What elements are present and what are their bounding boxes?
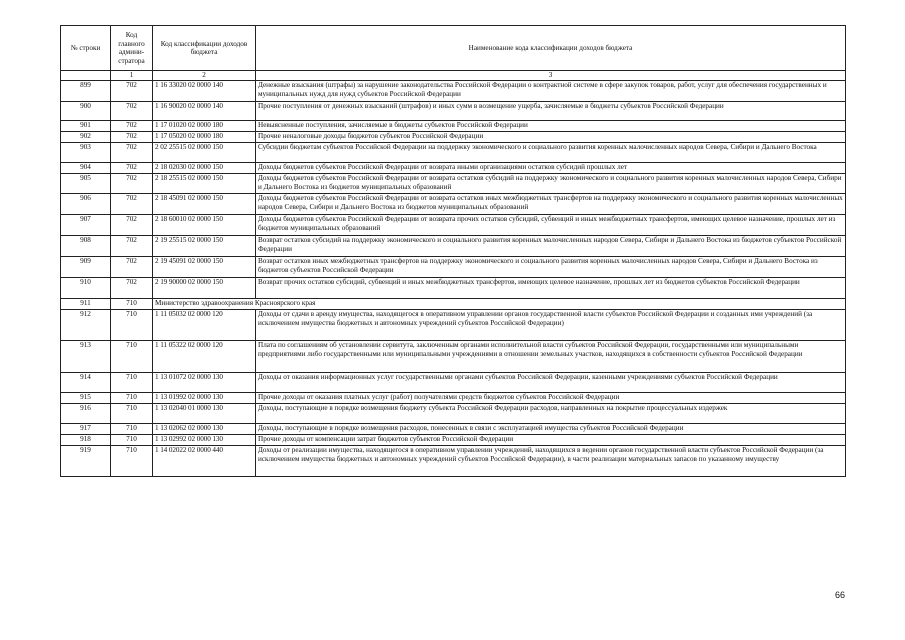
- classification-code-cell: 2 19 45091 02 0000 150: [153, 257, 256, 278]
- classification-code-cell: 1 13 02992 02 0000 130: [153, 435, 256, 446]
- table-row: [61, 310, 846, 341]
- income-name-cell: Возврат остатков иных межбюджетных трансфертов на поддержку экономического и социального развития коренных малочисленных народов Севера, Сибири и Дальнего Востока из бюджетов субъектов Российской Федерации: [256, 257, 846, 278]
- income-name-cell: Денежные взыскания (штрафы) за нарушение законодательства Российской Федерации о контрактной системе в сфере закупок товаров, работ, услуг для обеспечения государственных и муниципальных нужд для нужд субъектов Российской Федерации: [256, 81, 846, 102]
- row-number-cell: 901: [61, 121, 111, 132]
- table-row: [61, 143, 846, 163]
- income-name-cell: Доходы бюджетов субъектов Российской Федерации от возврата остатков иных межбюджетных трансфертов на поддержку экономического и социального развития коренных малочисленных народов Севера, Сибири и Дальнего Востока из бюджетов муниципальных образований: [256, 194, 846, 215]
- header-admin-code: Код главного админи-стратора: [111, 26, 153, 71]
- income-name-cell: Невыясненные поступления, зачисляемые в бюджеты субъектов Российской Федерации: [256, 121, 846, 132]
- table-row: [61, 446, 846, 477]
- income-name-cell: Доходы, поступающие в порядке возмещения расходов, понесенных в связи с эксплуатацией имущества субъектов Российской Федерации: [256, 424, 846, 435]
- admin-code-cell: 702: [111, 132, 153, 143]
- admin-code-cell: 702: [111, 143, 153, 163]
- admin-code-cell: 702: [111, 121, 153, 132]
- table-row: [61, 373, 846, 393]
- income-name-cell: Субсидии бюджетам субъектов Российской Федерации на поддержку экономического и социального развития коренных малочисленных народов Севера, Сибири и Дальнего Востока: [256, 143, 846, 163]
- table-row: [61, 163, 846, 174]
- classification-code-cell: 2 02 25515 02 0000 150: [153, 143, 256, 163]
- classification-code-cell: 2 18 60010 02 0000 150: [153, 215, 256, 236]
- table-row: [61, 121, 846, 132]
- classification-code-cell: 1 13 02062 02 0000 130: [153, 424, 256, 435]
- classification-code-cell: 1 13 01992 02 0000 130: [153, 393, 256, 404]
- row-number-cell: 899: [61, 81, 111, 102]
- table-row: [61, 393, 846, 404]
- admin-code-cell: 710: [111, 299, 153, 310]
- income-name-cell: Доходы от сдачи в аренду имущества, находящегося в оперативном управлении органов государственной власти субъектов Российской Федерации и созданных ими учреждений (за исключением имущества бюджетных и автономных учреждений субъектов Российской Федерации): [256, 310, 846, 341]
- table-row: [61, 424, 846, 435]
- table-row: [61, 215, 846, 236]
- header-row-number: № строки: [61, 26, 111, 71]
- income-name-cell: Доходы от оказания информационных услуг государственными органами субъектов Российской Федерации, казенными учреждениями субъектов Российской Федерации: [256, 373, 846, 393]
- admin-code-cell: 710: [111, 446, 153, 477]
- column-number: 3: [256, 71, 846, 81]
- row-number-cell: 904: [61, 163, 111, 174]
- column-number: 1: [111, 71, 153, 81]
- header-row: [61, 26, 846, 71]
- row-number-cell: 907: [61, 215, 111, 236]
- admin-code-cell: 710: [111, 393, 153, 404]
- income-name-cell: Прочие неналоговые доходы бюджетов субъектов Российской Федерации: [256, 132, 846, 143]
- row-number-cell: 909: [61, 257, 111, 278]
- table-row: [61, 257, 846, 278]
- admin-code-cell: 710: [111, 424, 153, 435]
- admin-code-cell: 702: [111, 163, 153, 174]
- income-name-cell: Доходы, поступающие в порядке возмещения бюджету субъекта Российской Федерации расходов, направленных на покрытие процессуальных издержек: [256, 404, 846, 424]
- table-row: [61, 299, 846, 310]
- row-number-cell: 915: [61, 393, 111, 404]
- classification-code-cell: 1 11 05322 02 0000 120: [153, 341, 256, 373]
- classification-code-cell: 1 14 02022 02 0000 440: [153, 446, 256, 477]
- row-number-cell: 908: [61, 236, 111, 257]
- admin-code-cell: 702: [111, 81, 153, 102]
- table-row: [61, 278, 846, 299]
- income-name-cell: Доходы от реализации имущества, находящегося в оперативном управлении учреждений, находящихся в ведении органов государственной власти субъектов Российской Федерации (за исключением имущества бюджетных и автономных учреждений субъектов Российской Федерации), в части реализации материальных запасов по указанному имуществу: [256, 446, 846, 477]
- admin-code-cell: 702: [111, 174, 153, 194]
- admin-code-cell: 710: [111, 435, 153, 446]
- income-name-cell: Плата по соглашениям об установлении сервитута, заключенным органами исполнительной власти субъектов Российской Федерации, государственными или муниципальными предприятиями либо государственными или муниципальными учреждениями в отношении земельных участков, находящихся в собственности субъектов Российской Федерации: [256, 341, 846, 373]
- page-number: 66: [834, 590, 845, 600]
- admin-code-cell: 710: [111, 373, 153, 393]
- admin-code-cell: 702: [111, 257, 153, 278]
- row-number-cell: 919: [61, 446, 111, 477]
- header-name: Наименование кода классификации доходов бюджета: [256, 26, 846, 71]
- column-number-row: [61, 71, 846, 81]
- classification-code-cell: 1 16 90020 02 0000 140: [153, 102, 256, 121]
- classification-code-cell: 2 19 90000 02 0000 150: [153, 278, 256, 299]
- admin-code-cell: 710: [111, 404, 153, 424]
- table-row: [61, 81, 846, 102]
- row-number-cell: 917: [61, 424, 111, 435]
- table-body: [61, 81, 846, 477]
- table-row: [61, 174, 846, 194]
- table-row: [61, 435, 846, 446]
- income-name-cell: Доходы бюджетов субъектов Российской Федерации от возврата иными организациями остатков субсидий прошлых лет: [256, 163, 846, 174]
- classification-code-cell: 1 16 33020 02 0000 140: [153, 81, 256, 102]
- column-number: 2: [153, 71, 256, 81]
- admin-code-cell: 702: [111, 194, 153, 215]
- classification-code-cell: 1 13 01072 02 0000 130: [153, 373, 256, 393]
- table-row: [61, 236, 846, 257]
- classification-code-cell: 2 18 45091 02 0000 150: [153, 194, 256, 215]
- income-name-cell: Возврат прочих остатков субсидий, субвенций и иных межбюджетных трансфертов, имеющих целевое назначение, прошлых лет из бюджетов субъектов Российской Федерации: [256, 278, 846, 299]
- classification-code-cell: 2 18 02030 02 0000 150: [153, 163, 256, 174]
- table-row: [61, 102, 846, 121]
- row-number-cell: 913: [61, 341, 111, 373]
- row-number-cell: 905: [61, 174, 111, 194]
- header-classification-code: Код классификации доходов бюджета: [153, 26, 256, 71]
- row-number-cell: 906: [61, 194, 111, 215]
- row-number-cell: 911: [61, 299, 111, 310]
- classification-code-cell: 1 13 02040 01 0000 130: [153, 404, 256, 424]
- admin-code-cell: 710: [111, 310, 153, 341]
- admin-code-cell: 702: [111, 215, 153, 236]
- row-number-cell: 918: [61, 435, 111, 446]
- table-row: [61, 404, 846, 424]
- row-number-cell: 912: [61, 310, 111, 341]
- row-number-cell: 903: [61, 143, 111, 163]
- admin-code-cell: 702: [111, 236, 153, 257]
- income-name-cell: Доходы бюджетов субъектов Российской Федерации от возврата прочих остатков субсидий, субвенций и иных межбюджетных трансфертов, имеющих целевое назначение, прошлых лет из бюджетов муниципальных образований: [256, 215, 846, 236]
- row-number-cell: 902: [61, 132, 111, 143]
- income-name-cell: Прочие доходы от компенсации затрат бюджетов субъектов Российской Федерации: [256, 435, 846, 446]
- budget-classification-table: [60, 25, 846, 477]
- table-row: [61, 341, 846, 373]
- admin-code-cell: 710: [111, 341, 153, 373]
- income-name-cell: Прочие поступления от денежных взысканий (штрафов) и иных сумм в возмещение ущерба, зачисляемые в бюджеты субъектов Российской Федерации: [256, 102, 846, 121]
- admin-code-cell: 702: [111, 102, 153, 121]
- classification-code-cell: 1 17 05020 02 0000 180: [153, 132, 256, 143]
- administrator-name-cell: Министерство здравоохранения Красноярского края: [153, 299, 846, 310]
- row-number-cell: 914: [61, 373, 111, 393]
- table-row: [61, 132, 846, 143]
- column-number: [61, 71, 111, 81]
- classification-code-cell: 2 19 25515 02 0000 150: [153, 236, 256, 257]
- classification-code-cell: 1 17 01020 02 0000 180: [153, 121, 256, 132]
- row-number-cell: 910: [61, 278, 111, 299]
- row-number-cell: 916: [61, 404, 111, 424]
- income-name-cell: Доходы бюджетов субъектов Российской Федерации от возврата остатков субсидий на поддержку экономического и социального развития коренных малочисленных народов Севера, Сибири и Дальнего Востока из бюджетов муниципальных образований: [256, 174, 846, 194]
- income-name-cell: Возврат остатков субсидий на поддержку экономического и социального развития коренных малочисленных народов Севера, Сибири и Дальнего Востока из бюджетов субъектов Российской Федерации: [256, 236, 846, 257]
- admin-code-cell: 702: [111, 278, 153, 299]
- income-name-cell: Прочие доходы от оказания платных услуг (работ) получателями средств бюджетов субъектов Российской Федерации: [256, 393, 846, 404]
- classification-code-cell: 2 18 25515 02 0000 150: [153, 174, 256, 194]
- table-row: [61, 194, 846, 215]
- classification-code-cell: 1 11 05032 02 0000 120: [153, 310, 256, 341]
- row-number-cell: 900: [61, 102, 111, 121]
